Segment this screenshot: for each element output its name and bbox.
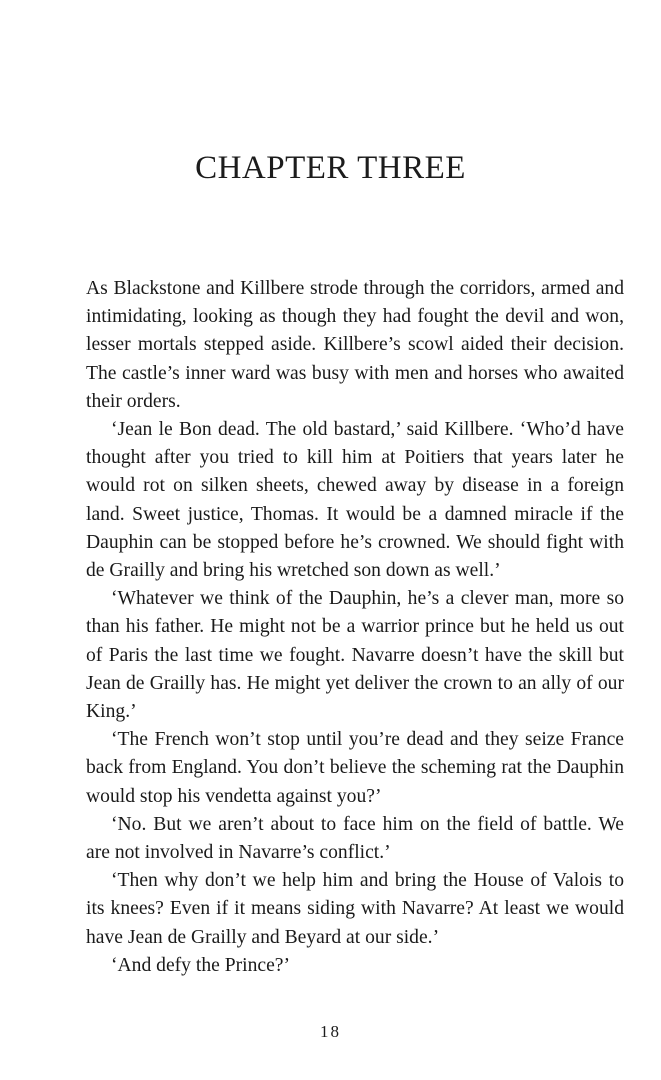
- page-number: 18: [320, 1022, 341, 1041]
- paragraph: ‘Whatever we think of the Dauphin, he’s a clever man, more so than his father. He might not be a warrior prince but he held us out of Paris the last time we fought. Navarre doesn’t have the skill but Jean de Grailly has. He might yet deliver the crown to an ally of our King.’: [86, 588, 624, 723]
- paragraph: ‘The French won’t stop until you’re dead and they seize France back from England. You don’t believe the scheming rat the Dauphin would stop his vendetta against you?’: [86, 729, 624, 807]
- chapter-body: [86, 275, 624, 980]
- paragraph: As Blackstone and Killbere strode through the corridors, armed and intimidating, looking as though they had fought the devil and won, lesser mortals stepped aside. Killbere’s scowl aided their decision. The castle’s inner ward was busy with men and horses who awaited their orders.: [86, 278, 624, 412]
- paragraph: ‘And defy the Prince?’: [111, 954, 290, 976]
- paragraph: ‘No. But we aren’t about to face him on the field of battle. We are not involved in Navarre’s conflict.’: [86, 813, 624, 864]
- paragraph: ‘Then why don’t we help him and bring the House of Valois to its knees? Even if it means siding with Navarre? At least we would have Jean de Grailly and Beyard at our side.’: [86, 870, 624, 948]
- paragraph: ‘Jean le Bon dead. The old bastard,’ said Killbere. ‘Who’d have thought after you tried to kill him at Poitiers that years later he would rot on silken sheets, chewed away by disease in a foreign land. Sweet justice, Thomas. It would be a damned miracle if the Dauphin can be stopped before he’s crowned. We should fight with de Grailly and bring his wretched son down as well.’: [86, 419, 624, 582]
- chapter-title: CHAPTER THREE: [195, 150, 466, 186]
